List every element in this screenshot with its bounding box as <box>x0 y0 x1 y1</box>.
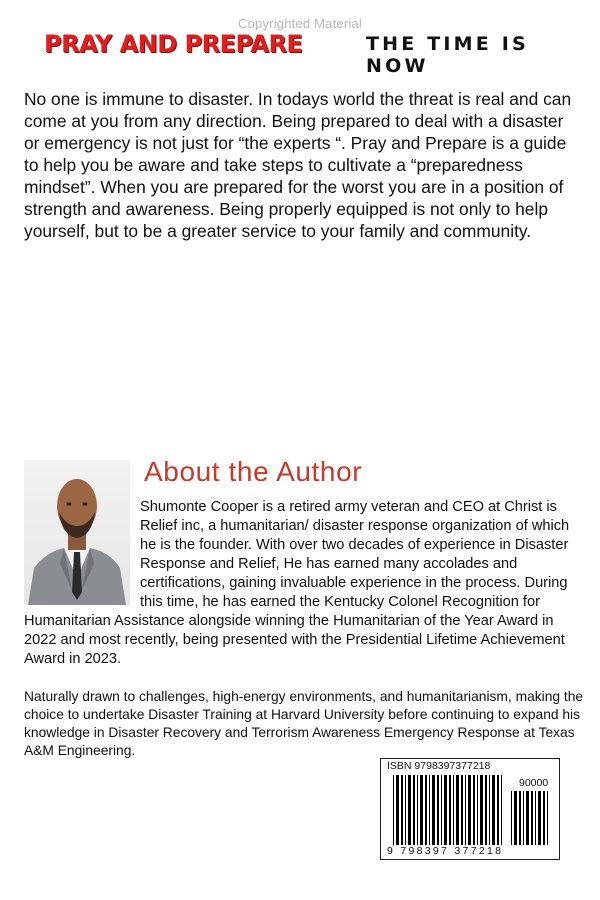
author-bio-continued: Naturally drawn to challenges, high-energy environments, and humanitarianism, making the choice to undertake Disaster Training at Harvard University before continuing to expand his knowledge in Disaster Recovery and Terrorism Awareness Emergency Response at Texas A&M Engineering. <box>24 689 584 758</box>
ean-barcode-icon <box>393 775 505 845</box>
price-code: 90000 <box>519 777 549 789</box>
isbn-label: ISBN 9798397377218 <box>387 760 491 772</box>
ean-digits: 9 798397 377218 <box>387 845 504 857</box>
title-pray-and-prepare: PRAY AND PREPARE <box>44 30 303 58</box>
author-bio-text: Shumonte Cooper is a retired army veteran and CEO at Christ is Relief inc, a humanitarian/ disaster response organization of which he is the founder. With over two decades of experience in Disaster Response and Relief, He has earned many accolades and certifications, gaining invaluable experience in the process. During this time, he has earned the Kentucky Colonel Recognition for Humanitarian Assistance alongside winning the Humanitarian of the Year Award in 2022 and most recently, being presented with the Presidential Lifetime Achievement Award in 2023. <box>24 499 570 667</box>
addon-barcode-icon <box>511 791 551 845</box>
cover-title-row <box>0 30 600 77</box>
copyright-watermark-top: Copyrighted Material <box>238 16 362 31</box>
about-the-author-heading: About the Author <box>144 456 363 487</box>
isbn-barcode-box <box>380 758 560 860</box>
back-cover-blurb: No one is immune to disaster. In todays world the threat is real and can come at you from any direction. Being prepared to deal with a disaster or emergency is not just for “the experts “. Pray and Prepare is a guide to help you be aware and take steps to cultivate a “preparedness mindset”. When you are prepared for the worst you are in a position of strength and awareness. Being properly equipped is not only to help yourself, but to be a greater service to your family and community. <box>24 89 572 241</box>
author-bio <box>24 498 584 669</box>
title-the-time-is-now: THE TIME IS NOW <box>366 33 529 77</box>
